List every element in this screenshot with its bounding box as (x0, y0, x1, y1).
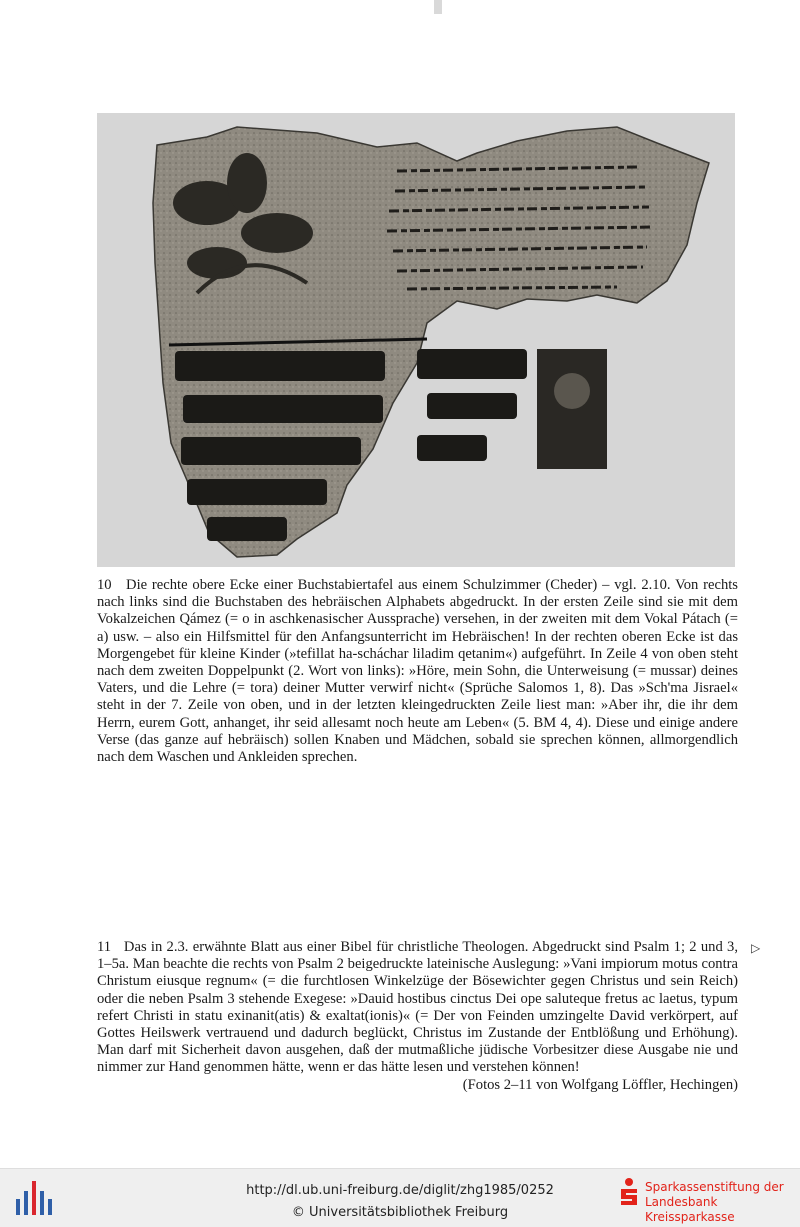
sponsor-line-2: Landesbank Kreissparkasse (645, 1195, 735, 1224)
caption-11 (97, 939, 738, 1094)
caption-text: Das in 2.3. erwähnte Blatt aus einer Bibel für christliche Theologen. Abgedruckt sind Psalm 1; 2 und 3, 1–5a. Man beachte die rechts von Psalm 2 beigedruckte lateinische Auslegung: »Vani impiorum motus contra Christum eiusque regnum« (= die furchtlosen Winkelzüge der Bösewichter gegen Christus und sein Reich) oder die neben Psalm 3 stehende Exegese: »Dauid hostibus cinctus Dei ope saluteque fretus ac laetus, typum refert Christi in statu exinanit(atis) & exaltat(ionis)« (= Der von Feinden umzingelte David verkörpert, auf Gottes Heilswerk vertrauend und dadurch beglückt, Christus im Zustande der Entblößung und Erhöhung). Man darf mit Sicherheit davon ausgehen, daß der mutmaßliche jüdische Vorbesitzer diese Ausgabe nie und nimmer zur Hand genommen hätte, wenn er das hätte lesen und verstehen können! (97, 939, 738, 1076)
photo-credit: (Fotos 2–11 von Wolfgang Löffler, Hechingen) (462, 1076, 738, 1093)
sponsor-line-1: Sparkassenstiftung der (645, 1180, 784, 1194)
caption-text: Die rechte obere Ecke einer Buchstabiertafel aus einem Schulzimmer (Cheder) – vgl. 2.10. Von rechts nach links sind die Buchstaben des hebräischen Alphabets abgedruckt. In der ersten Zeile sind sie mit dem Vokalzeichen Qámez (= o in aschkenasischer Aussprache) versehen, in der zweiten mit dem Vokal Pátach (= a) usw. – also ein Hilfsmittel für den Anfangsunterricht im Hebräischen! In der rechten oberen Ecke ist das Morgengebet für kleine Kinder (»tefillat ha-scháchar liladim qetanim«) aufgeführt. In Zeile 4 von oben steht nach dem zweiten Doppelpunkt (2. Wort von links): »Höre, mein Sohn, die Unterweisung (= mussar) deines Vaters, und die Lehre (= tora) deiner Mutter verwirf nicht« (Sprüche Salomos 1, 8). Das »Sch'ma Jisrael« steht in der 7. Zeile von oben, und in der letzten kleingedruckten Zeile liest man: »Aber ihr, die ihr dem Herrn, eurem Gott, anhanget, ihr seid allesamt noch heute am Leben« (5. BM 4, 4). Diese und einige andere Verse (das ganze auf hebräisch) sollen Knaben und Mädchen, sobald sie sprechen können, allmorgendlich nach dem Waschen und Ankleiden sprechen. (97, 577, 738, 766)
footer-url[interactable] (150, 1183, 650, 1198)
sparkasse-logo-icon (618, 1177, 640, 1207)
buchstabiertafel-photo (97, 113, 735, 567)
caption-number: 10 (97, 577, 112, 593)
photo-fragment-graphic (97, 113, 735, 567)
caption-10 (97, 577, 738, 766)
caption-number: 11 (97, 939, 112, 955)
footer-url-link[interactable]: http://dl.ub.uni-freiburg.de/diglit/zhg1985/0252 (246, 1183, 554, 1198)
sponsor-text (645, 1180, 800, 1225)
footer-copyright: © Universitätsbibliothek Freiburg (291, 1205, 509, 1220)
corner-ornament (537, 349, 607, 469)
next-arrow-icon: ▷ (751, 941, 761, 955)
page-edge-mark (434, 0, 442, 14)
footer-bar (0, 1168, 800, 1227)
ub-logo-icon (16, 1181, 52, 1223)
